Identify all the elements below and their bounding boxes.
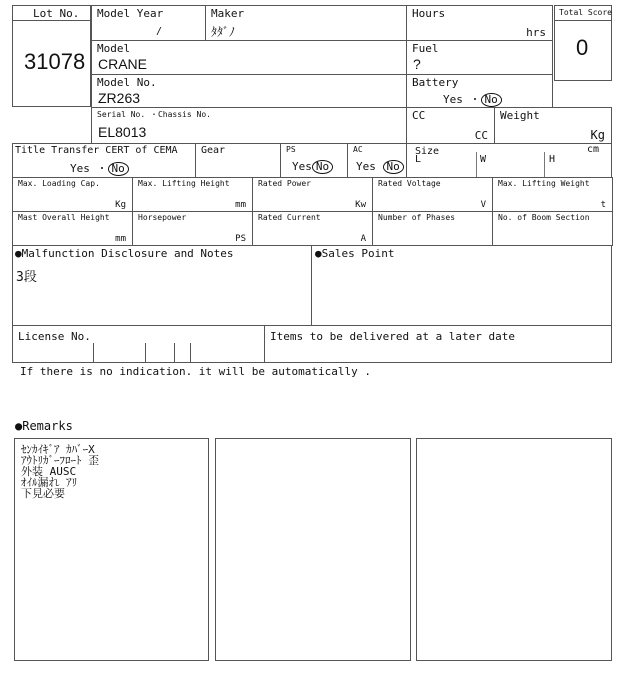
field-label: Max. Lifting Weight	[498, 179, 590, 188]
title-transfer-sep: ・	[96, 162, 108, 175]
malfunction-value: 3段	[16, 270, 37, 285]
remarks-box-2	[215, 438, 411, 661]
title-transfer-yes: Yes	[70, 162, 90, 175]
maker-label: Maker	[211, 7, 245, 20]
field-label: Number of Phases	[378, 213, 456, 222]
field-label: Max. Lifting Height	[138, 179, 230, 188]
remark-line: ｾﾝｶｲｷﾞｱ ｶﾊﾞｰX	[21, 443, 95, 456]
model-year-value: /	[156, 26, 163, 37]
field-label: Rated Power	[258, 179, 311, 188]
model-label: Model	[97, 42, 131, 55]
battery-sep: ・	[469, 93, 481, 106]
row6-cell	[12, 177, 133, 212]
battery-label: Battery	[412, 76, 459, 89]
size-w: W	[480, 154, 487, 165]
gear-cell	[195, 143, 281, 178]
field-unit: t	[600, 200, 606, 210]
cc-unit: CC	[474, 129, 488, 142]
field-label: Max. Loading Cap.	[18, 179, 100, 188]
sales-point-cell	[311, 245, 612, 326]
later-delivery-cell	[264, 325, 612, 363]
model-no-value: ZR263	[98, 90, 141, 106]
model-no-cell	[91, 74, 407, 108]
size-cell	[406, 143, 612, 178]
malfunction-label: ●Malfunction Disclosure and Notes	[15, 247, 234, 260]
cc-label: CC	[412, 109, 426, 122]
battery-yes: Yes	[443, 93, 463, 106]
ac-label: AC	[353, 145, 363, 154]
total-score-value: 0	[576, 35, 589, 60]
battery-no-circled: No	[481, 93, 502, 107]
model-value: CRANE	[98, 56, 148, 72]
field-label: No. of Boom Section	[498, 213, 590, 222]
total-score-cell	[554, 20, 612, 81]
row7-cell	[372, 211, 493, 246]
title-transfer-cell	[12, 143, 196, 178]
lot-value: 31078	[24, 49, 86, 74]
remark-line: ｵｲﾙ漏れ ｱﾘ	[21, 476, 78, 489]
ps-label: PS	[286, 145, 296, 154]
hours-label: Hours	[412, 7, 446, 20]
ps-cell	[280, 143, 348, 178]
hours-cell	[406, 5, 553, 41]
license-label: License No.	[18, 330, 91, 343]
size-l: L	[415, 154, 422, 165]
remark-line: 外装 AUSC	[21, 465, 77, 478]
field-unit: A	[360, 234, 366, 244]
row6-cell	[132, 177, 253, 212]
serial-cell	[91, 107, 407, 144]
later-label: Items to be delivered at a later date	[270, 330, 516, 343]
ps-no-circled: No	[312, 160, 333, 174]
field-unit: Kw	[355, 200, 366, 210]
row7-cell	[252, 211, 373, 246]
weight-cell	[494, 107, 612, 144]
fuel-value: ?	[413, 56, 421, 72]
size-unit: cm	[586, 144, 599, 155]
field-label: Horsepower	[138, 213, 187, 222]
field-unit: Kg	[115, 200, 126, 210]
ac-yes: Yes	[356, 160, 376, 173]
field-label: Rated Current	[258, 213, 321, 222]
maker-value: ﾀﾀﾞﾉ	[211, 25, 236, 39]
field-label: Mast Overall Height	[18, 213, 110, 222]
remarks-box-3	[416, 438, 612, 661]
size-h: H	[549, 154, 556, 165]
total-score-header	[554, 5, 612, 21]
field-unit: mm	[115, 234, 126, 244]
title-transfer-label: Title Transfer CERT of CEMA	[15, 145, 178, 156]
fuel-label: Fuel	[412, 42, 439, 55]
cc-cell	[406, 107, 495, 144]
lot-cell	[12, 20, 91, 107]
hours-unit: hrs	[526, 26, 546, 39]
lot-header	[12, 5, 91, 21]
field-unit: mm	[235, 200, 246, 210]
row6-cell	[492, 177, 613, 212]
ac-no-circled: No	[383, 160, 404, 174]
field-unit: PS	[235, 234, 246, 244]
row6-cell	[372, 177, 493, 212]
model-cell	[91, 40, 407, 75]
remarks-label: ●Remarks	[15, 419, 73, 433]
model-year-label: Model Year	[97, 7, 164, 20]
fuel-cell	[406, 40, 553, 75]
field-unit: V	[480, 200, 486, 210]
total-score-label: Total Score	[559, 8, 612, 17]
title-transfer-no-circled: No	[108, 162, 129, 176]
serial-value: EL8013	[98, 124, 147, 140]
row7-cell	[492, 211, 613, 246]
battery-cell	[406, 74, 553, 108]
row7-cell	[12, 211, 133, 246]
ac-cell	[347, 143, 407, 178]
maker-cell	[205, 5, 407, 41]
row7-cell	[132, 211, 253, 246]
lot-label: Lot No.	[33, 7, 80, 20]
weight-unit: Kg	[590, 128, 605, 142]
ps-yes: Yes	[292, 160, 312, 173]
license-cell	[12, 325, 265, 363]
serial-label: Serial No. ・Chassis No.	[97, 110, 211, 119]
auto-note: If there is no indication. it will be automatically .	[20, 365, 371, 378]
remark-line: ｱｳﾄﾘｶﾞｰﾌﾛｰﾄ 歪	[21, 454, 100, 467]
model-year-cell	[91, 5, 206, 41]
remarks-box-1	[14, 438, 209, 661]
size-label: Size	[415, 146, 440, 157]
sales-point-label: ●Sales Point	[315, 247, 395, 260]
gear-label: Gear	[201, 145, 226, 156]
model-no-label: Model No.	[97, 76, 157, 89]
malfunction-cell	[12, 245, 312, 326]
field-label: Rated Voltage	[378, 179, 441, 188]
weight-label: Weight	[500, 109, 540, 122]
row6-cell	[252, 177, 373, 212]
remark-line: 下見必要	[21, 487, 65, 500]
